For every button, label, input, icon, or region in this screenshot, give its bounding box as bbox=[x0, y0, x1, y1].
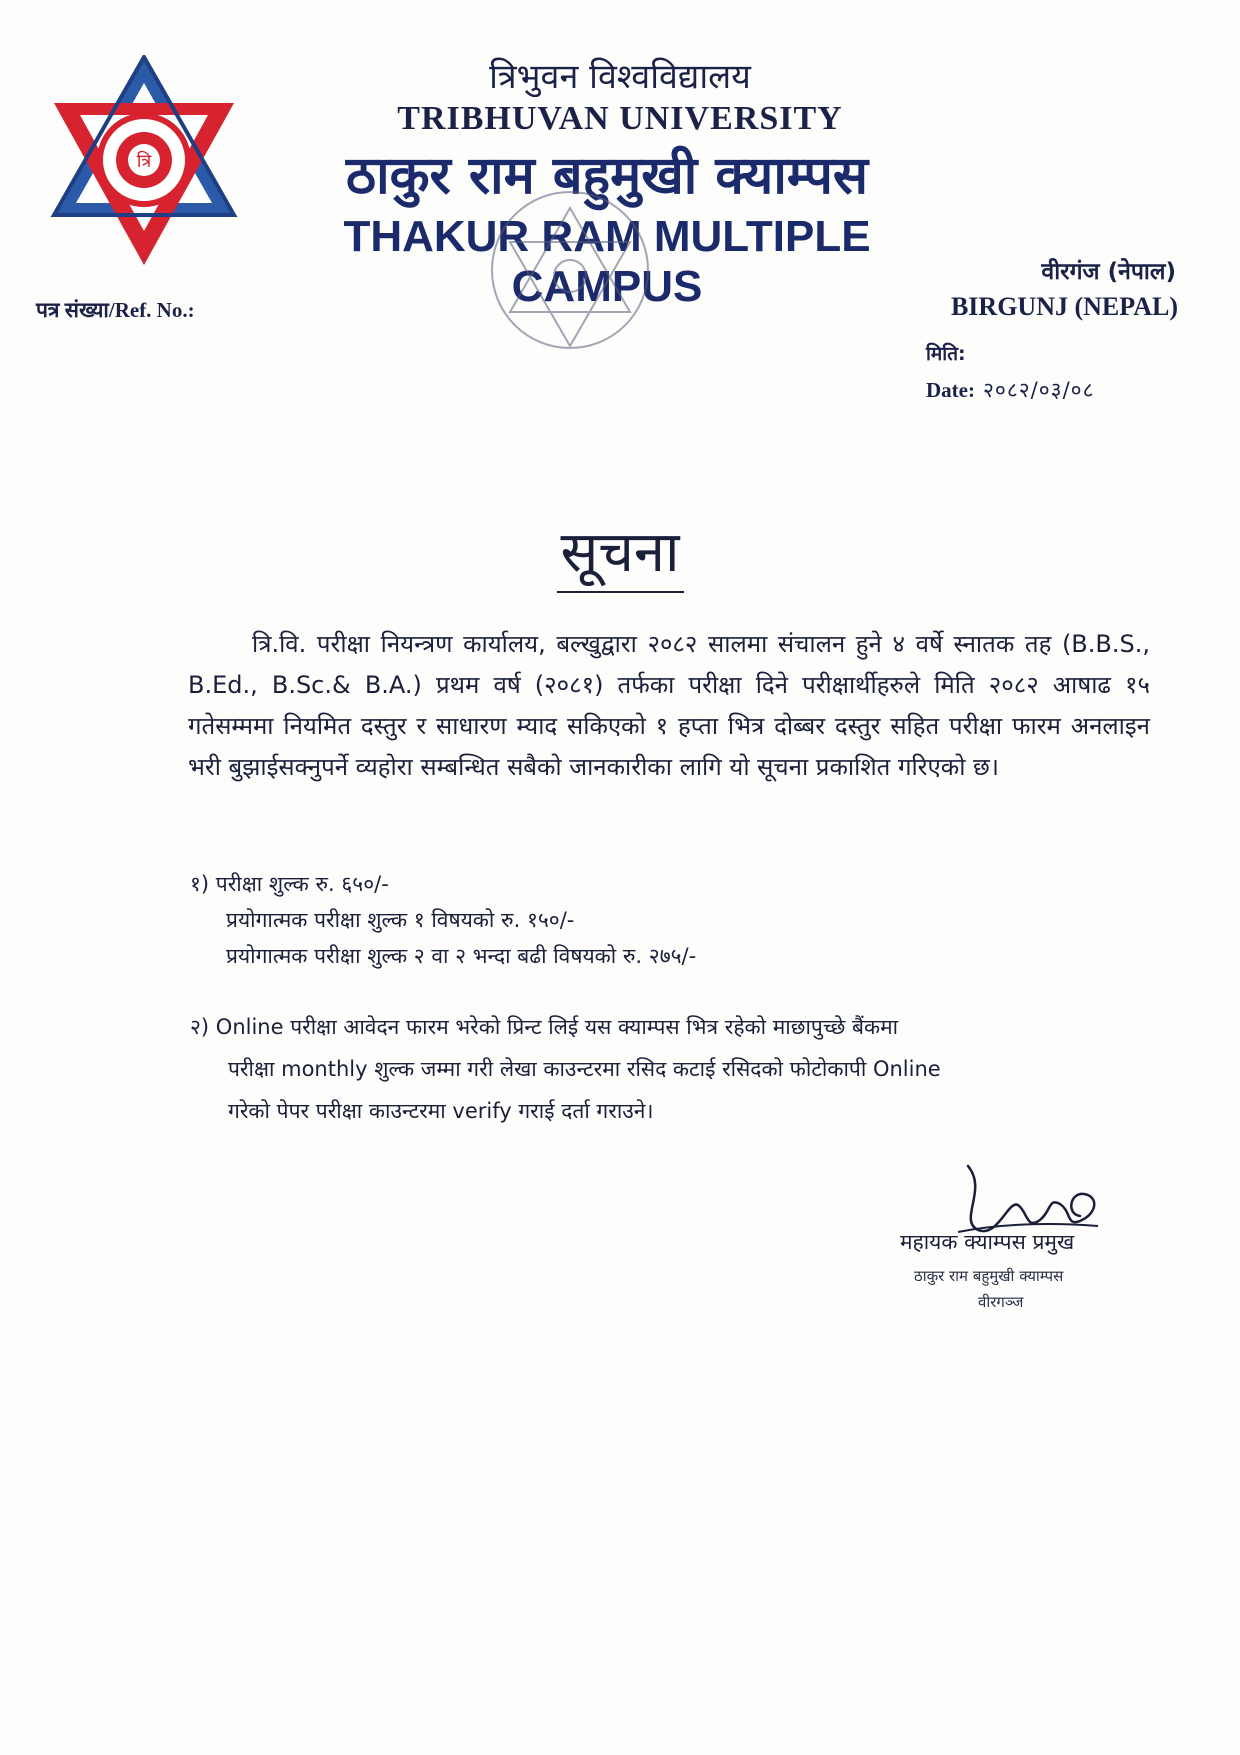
fee-list-item-1 bbox=[190, 866, 696, 974]
notice-paragraph bbox=[188, 624, 1150, 788]
notice-title-text: सूचना bbox=[557, 520, 684, 593]
signatory-title: महायक क्याम्पस प्रमुख bbox=[900, 1230, 1075, 1254]
tribhuvan-university-emblem-icon bbox=[46, 55, 242, 270]
date-row bbox=[926, 376, 1095, 404]
signatory-city: वीरगञ्ज bbox=[978, 1293, 1024, 1311]
university-name-nepali: त्रिभुवन विश्वविद्यालय bbox=[489, 57, 751, 97]
notice-title bbox=[0, 512, 1240, 588]
instruction-line-3: गरेको पेपर परीक्षा काउन्टरमा verify गराई दर्ता गराउने। bbox=[228, 1099, 654, 1123]
instruction-item-2 bbox=[190, 1006, 1150, 1132]
signatory-campus: ठाकुर राम बहुमुखी क्याम्पस bbox=[914, 1267, 1064, 1285]
instruction-line-2: परीक्षा monthly शुल्क जम्मा गरी लेखा काउन्टरमा रसिद कटाई रसिदको फोटोकापी Online bbox=[228, 1057, 941, 1081]
svg-text:त्रि: त्रि bbox=[136, 151, 152, 172]
miti-label: मिति: bbox=[926, 343, 966, 365]
campus-name-english: THAKUR RAM MULTIPLE CAMPUS bbox=[343, 212, 871, 311]
university-name-english: TRIBHUVAN UNIVERSITY bbox=[397, 100, 843, 137]
reference-number-label: पत्र संख्या/Ref. No.: bbox=[36, 298, 195, 322]
practical-fee-one-subject: प्रयोगात्मक परीक्षा शुल्क १ विषयको रु. १५०/- bbox=[226, 908, 575, 932]
city-nepali: वीरगंज (नेपाल) bbox=[1041, 259, 1176, 285]
instruction-line-1: २) Online परीक्षा आवेदन फारम भरेको प्रिन्ट लिई यस क्याम्पस भित्र रहेको माछापुच्छे बैंकमा bbox=[190, 1015, 899, 1039]
exam-fee-line: १) परीक्षा शुल्क रु. ६५०/- bbox=[190, 872, 389, 896]
campus-name-nepali: ठाकुर राम बहुमुखी क्याम्पस bbox=[345, 146, 869, 206]
city-english: BIRGUNJ (NEPAL) bbox=[950, 292, 1178, 321]
campus-seal-stamp-icon bbox=[470, 190, 670, 370]
notice-paragraph-text: त्रि.वि. परीक्षा नियन्त्रण कार्यालय, बल्खुद्वारा २०८२ सालमा संचालन हुने ४ वर्षे स्नातक तह (B.B.S., B.Ed., B.Sc.& B.A.) प्रथम वर्ष (२०८१) तर्फका परीक्षा दिने परीक्षार्थीहरुले मिति २०८२ आषाढ १५ गतेसम्ममा नियमित दस्तुर र साधारण म्याद सकिएको १ हप्ता भित्र दोब्बर दस्तुर सहित परीक्षा फारम अनलाइन भरी बुझाईसक्नुपर्ने व्यहोरा सम्बन्धित सबैको जानकारीका लागि यो सूचना प्रकाशित गरिएको छ। bbox=[188, 630, 1150, 781]
date-label: Date: bbox=[926, 378, 975, 402]
practical-fee-two-or-more: प्रयोगात्मक परीक्षा शुल्क २ वा २ भन्दा बढी विषयको रु. २७५/- bbox=[226, 944, 697, 968]
date-value: २०८२/०३/०८ bbox=[982, 378, 1095, 402]
